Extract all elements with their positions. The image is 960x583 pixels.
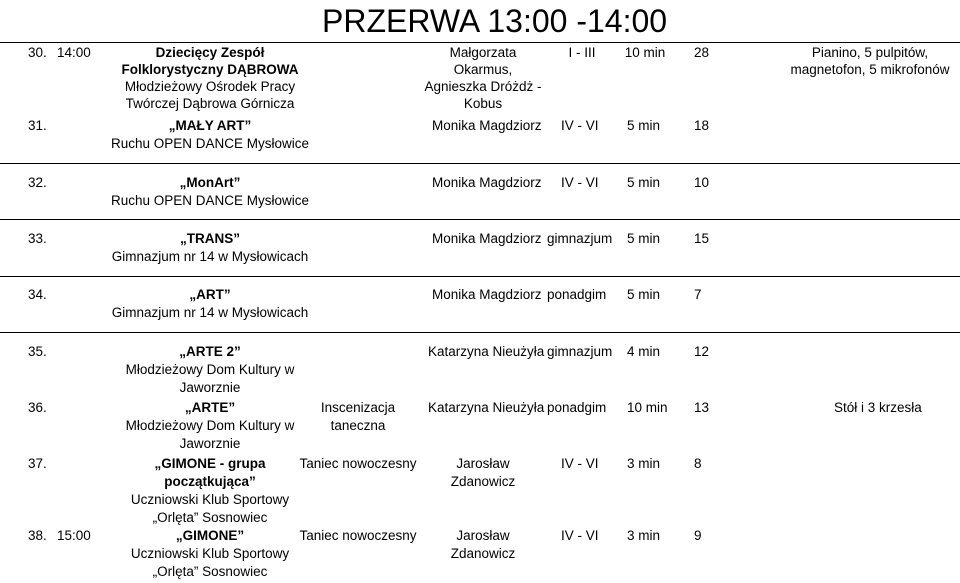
performance-genre: Taniec nowoczesny [299, 528, 417, 543]
ensemble-org: Gimnazjum nr 14 w Mysłowicach [111, 305, 309, 320]
header-divider [0, 42, 960, 43]
instructor-name: Monika Magdziorz [432, 231, 542, 246]
age-category: IV - VI [561, 175, 599, 190]
duration: 5 min [627, 231, 661, 246]
participant-count: 8 [694, 456, 702, 471]
ensemble-name: „TRANS” [180, 231, 240, 246]
row-divider [0, 219, 960, 220]
duration: 10 min [627, 400, 668, 415]
participant-count: 7 [694, 287, 702, 302]
instructor-name: Kobus [463, 96, 503, 111]
row-number: 30. [28, 45, 47, 60]
row-number: 38. [28, 528, 47, 543]
ensemble-name: początkująca” [164, 474, 256, 489]
participant-count: 15 [694, 231, 710, 246]
ensemble-name: „GIMONE - grupa [154, 456, 266, 471]
duration: 4 min [627, 344, 661, 359]
instructor-name: Monika Magdziorz [432, 175, 542, 190]
row-divider [0, 276, 960, 277]
duration: 10 min [624, 45, 666, 60]
row-number: 36. [28, 400, 47, 415]
duration: 5 min [627, 287, 661, 302]
row-number: 33. [28, 231, 47, 246]
row-time: 15:00 [57, 528, 91, 543]
instructor-name: Jarosław [456, 528, 510, 543]
ensemble-org: Jaworznie [179, 436, 241, 451]
age-category: ponadgim [547, 287, 607, 302]
ensemble-org: Ruchu OPEN DANCE Mysłowice [110, 193, 310, 208]
instructor-name: Zdanowicz [450, 474, 516, 489]
age-category: IV - VI [561, 118, 599, 133]
performance-genre: Taniec nowoczesny [299, 456, 417, 471]
age-category: gimnazjum [547, 344, 613, 359]
ensemble-org: Jaworznie [179, 380, 241, 395]
ensemble-org: Uczniowski Klub Sportowy [130, 492, 290, 507]
equipment: Pianino, 5 pulpitów, [811, 45, 929, 60]
instructor-name: Katarzyna Nieużyła [428, 344, 545, 359]
duration: 5 min [627, 175, 661, 190]
age-category: IV - VI [561, 456, 599, 471]
ensemble-org: „Orlęta” Sosnowiec [152, 510, 268, 525]
duration: 5 min [627, 118, 661, 133]
ensemble-org: Młodzieżowy Dom Kultury w [125, 418, 295, 433]
ensemble-org: Młodzieżowy Ośrodek Pracy [124, 79, 296, 94]
row-time: 14:00 [57, 45, 91, 60]
duration: 3 min [627, 528, 661, 543]
row-number: 35. [28, 344, 47, 359]
row-divider [0, 163, 960, 164]
instructor-name: Monika Magdziorz [432, 287, 542, 302]
participant-count: 12 [694, 344, 710, 359]
row-number: 37. [28, 456, 47, 471]
performance-genre: taneczna [330, 418, 386, 433]
ensemble-org: „Orlęta” Sosnowiec [152, 564, 268, 579]
age-category: IV - VI [561, 528, 599, 543]
duration: 3 min [627, 456, 661, 471]
row-number: 34. [28, 287, 47, 302]
equipment: magnetofon, 5 mikrofonów [790, 62, 950, 77]
ensemble-name: Folklorystyczny DĄBROWA [121, 62, 299, 77]
participant-count: 28 [694, 45, 710, 60]
row-number: 32. [28, 175, 47, 190]
ensemble-name: „ARTE” [184, 400, 236, 415]
ensemble-org: Twórczej Dąbrowa Górnicza [125, 96, 295, 111]
equipment: Stół i 3 krzesła [834, 400, 922, 415]
instructor-name: Katarzyna Nieużyła [428, 400, 545, 415]
ensemble-org: Młodzieżowy Dom Kultury w [125, 362, 295, 377]
age-category: ponadgim [547, 400, 607, 415]
participant-count: 18 [694, 118, 710, 133]
break-header [0, 0, 960, 42]
ensemble-name: „GIMONE” [175, 528, 245, 543]
row-divider [0, 332, 960, 333]
participant-count: 13 [694, 400, 710, 415]
instructor-name: Jarosław [456, 456, 510, 471]
instructor-name: Małgorzata [449, 45, 517, 60]
instructor-name: Okarmus, [453, 62, 513, 77]
ensemble-name: „MonArt” [179, 175, 241, 190]
instructor-name: Zdanowicz [450, 546, 516, 561]
age-category: gimnazjum [547, 231, 613, 246]
ensemble-name: „ART” [189, 287, 231, 302]
instructor-name: Monika Magdziorz [432, 118, 542, 133]
ensemble-name: „MAŁY ART” [168, 118, 252, 133]
ensemble-org: Ruchu OPEN DANCE Mysłowice [110, 136, 310, 151]
ensemble-org: Uczniowski Klub Sportowy [130, 546, 290, 561]
participant-count: 9 [694, 528, 702, 543]
instructor-name: Agnieszka Dróżdż - [424, 79, 542, 94]
participant-count: 10 [694, 175, 710, 190]
break-title: PRZERWA 13:00 -14:00 [322, 3, 668, 39]
ensemble-org: Gimnazjum nr 14 w Mysłowicach [111, 249, 309, 264]
age-category: I - III [568, 45, 596, 60]
performance-genre: Inscenizacja [320, 400, 396, 415]
ensemble-name: „ARTE 2” [179, 344, 241, 359]
row-number: 31. [28, 118, 47, 133]
ensemble-name: Dziecięcy Zespół [155, 45, 265, 60]
